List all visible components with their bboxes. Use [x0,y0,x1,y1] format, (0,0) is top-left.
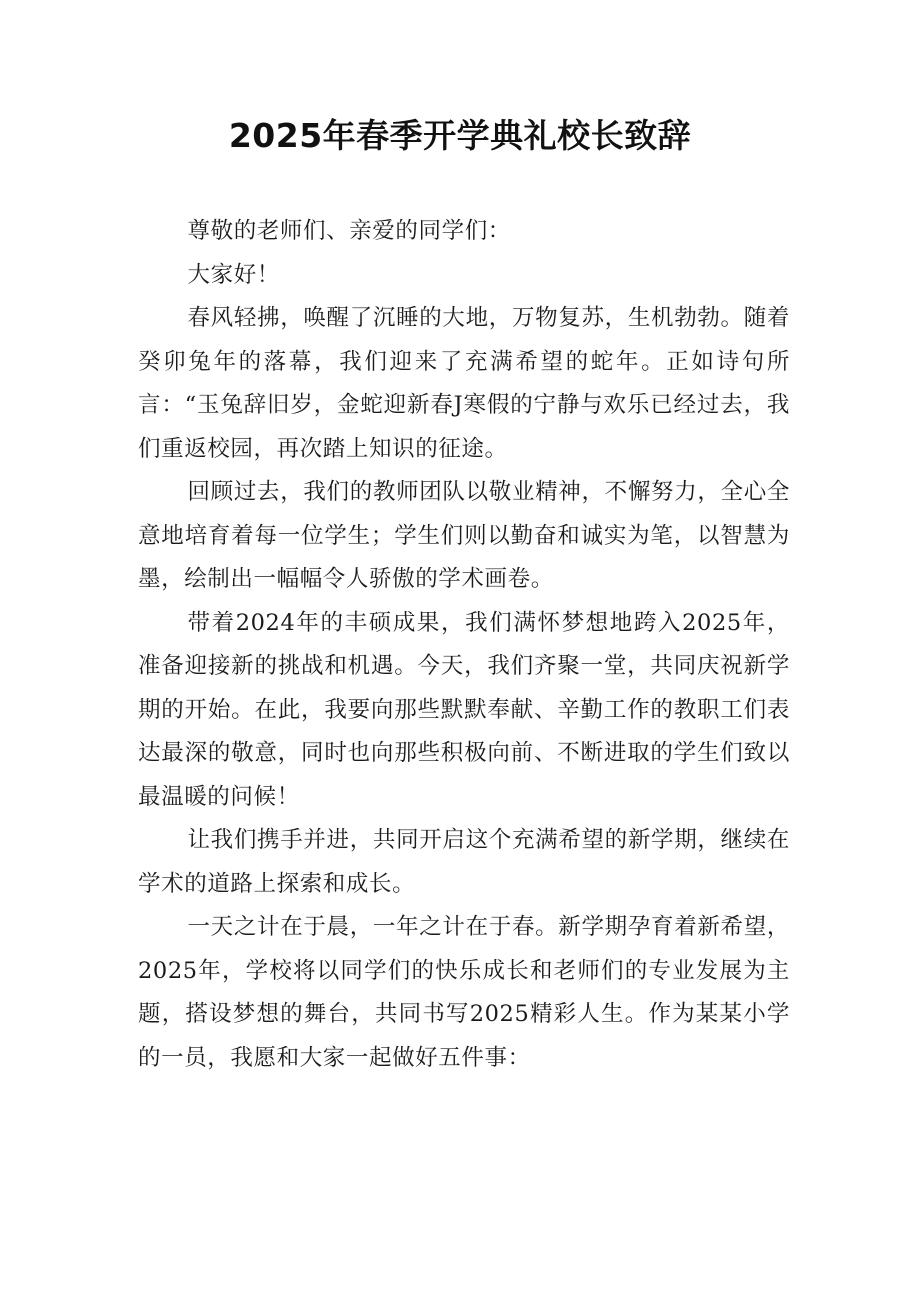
document-title: 2025年春季开学典礼校长致辞 [228,116,692,155]
greeting: 大家好！ [187,261,280,288]
document-body [138,210,790,1080]
paragraph: 春风轻拂，唤醒了沉睡的大地，万物复苏，生机勃勃。随着癸卯兔年的落幕，我们迎来了充满希望的蛇年。正如诗句所言：“玉兔辞旧岁，金蛇迎新春J寒假的宁静与欢乐已经过去，我们重返校园，再次踏上知识的征途。 [138,305,790,462]
paragraph: 回顾过去，我们的教师团队以敬业精神，不懈努力，全心全意地培育着每一位学生；学生们则以勤奋和诚实为笔，以智慧为墨，绘制出一幅幅令人骄傲的学术画卷。 [138,479,790,592]
paragraph: 带着2024年的丰硕成果，我们满怀梦想地跨入2025年，准备迎接新的挑战和机遇。今天，我们齐聚一堂，共同庆祝新学期的开始。在此，我要向那些默默奉献、辛勤工作的教职工们表达最深的敬意，同时也向那些积极向前、不断进取的学生们致以最温暖的问候！ [138,609,790,810]
paragraph: 一天之计在于晨，一年之计在于春。新学期孕育着新希望，2025年，学校将以同学们的快乐成长和老师们的专业发展为主题，搭设梦想的舞台，共同书写2025精彩人生。作为某某小学的一员，我愿和大家一起做好五件事： [138,914,790,1071]
salutation: 尊敬的老师们、亲爱的同学们： [187,218,511,244]
paragraph: 让我们携手并进，共同开启这个充满希望的新学期，继续在学术的道路上探索和成长。 [138,827,790,897]
